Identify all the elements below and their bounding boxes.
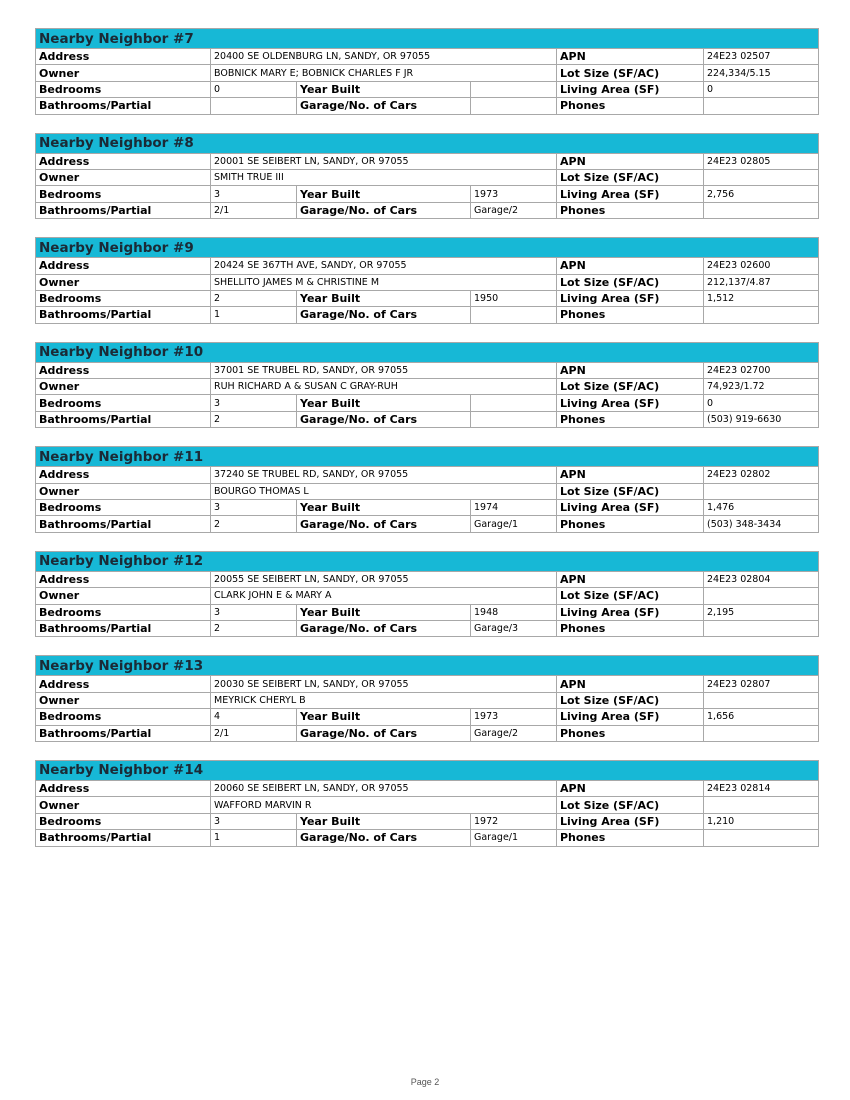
neighbor-block — [35, 237, 818, 324]
owner-value: MEYRICK CHERYL B — [211, 692, 557, 708]
garage-value — [471, 98, 557, 114]
living-area-label: Living Area (SF) — [557, 604, 704, 620]
phones-value — [704, 620, 819, 636]
lot-size-label: Lot Size (SF/AC) — [557, 588, 704, 604]
table-row — [36, 81, 819, 97]
year-built-label: Year Built — [297, 500, 471, 516]
year-built-label: Year Built — [297, 604, 471, 620]
garage-label: Garage/No. of Cars — [297, 411, 471, 427]
address-label: Address — [36, 467, 211, 483]
address-label: Address — [36, 258, 211, 274]
lot-size-value — [704, 588, 819, 604]
table-row — [36, 516, 819, 532]
neighbor-table — [35, 133, 819, 220]
apn-label: APN — [557, 467, 704, 483]
bathrooms-value — [211, 98, 297, 114]
table-row — [36, 362, 819, 378]
bedrooms-label: Bedrooms — [36, 500, 211, 516]
bathrooms-value: 2 — [211, 516, 297, 532]
page-number: Page 2 — [410, 1077, 440, 1087]
garage-label: Garage/No. of Cars — [297, 307, 471, 323]
phones-label: Phones — [557, 98, 704, 114]
bedrooms-label: Bedrooms — [36, 604, 211, 620]
year-built-value: 1972 — [471, 813, 557, 829]
neighbor-block — [35, 28, 818, 115]
apn-label: APN — [557, 676, 704, 692]
table-row — [36, 620, 819, 636]
living-area-value: 1,210 — [704, 813, 819, 829]
lot-size-value — [704, 692, 819, 708]
neighbor-title: Nearby Neighbor #13 — [36, 656, 819, 676]
living-area-label: Living Area (SF) — [557, 186, 704, 202]
apn-value: 24E23 02807 — [704, 676, 819, 692]
year-built-value: 1974 — [471, 500, 557, 516]
bedrooms-label: Bedrooms — [36, 709, 211, 725]
living-area-value: 1,476 — [704, 500, 819, 516]
table-row — [36, 604, 819, 620]
bathrooms-label: Bathrooms/Partial — [36, 307, 211, 323]
apn-value: 24E23 02600 — [704, 258, 819, 274]
garage-label: Garage/No. of Cars — [297, 620, 471, 636]
lot-size-value — [704, 169, 819, 185]
bedrooms-value: 2 — [211, 290, 297, 306]
table-row — [36, 830, 819, 846]
table-row — [36, 725, 819, 741]
neighbor-block — [35, 133, 818, 220]
address-value: 20055 SE SEIBERT LN, SANDY, OR 97055 — [211, 571, 557, 587]
address-value: 20030 SE SEIBERT LN, SANDY, OR 97055 — [211, 676, 557, 692]
phones-value: (503) 919-6630 — [704, 411, 819, 427]
living-area-label: Living Area (SF) — [557, 709, 704, 725]
table-row — [36, 780, 819, 796]
bedrooms-label: Bedrooms — [36, 290, 211, 306]
garage-label: Garage/No. of Cars — [297, 830, 471, 846]
table-row — [36, 98, 819, 114]
address-value: 20400 SE OLDENBURG LN, SANDY, OR 97055 — [211, 49, 557, 65]
neighbor-table — [35, 760, 819, 847]
owner-value: SMITH TRUE III — [211, 169, 557, 185]
neighbor-title: Nearby Neighbor #8 — [36, 133, 819, 153]
table-row — [36, 290, 819, 306]
owner-label: Owner — [36, 65, 211, 81]
table-row — [36, 307, 819, 323]
neighbor-title: Nearby Neighbor #14 — [36, 760, 819, 780]
owner-value: BOURGO THOMAS L — [211, 483, 557, 499]
phones-label: Phones — [557, 411, 704, 427]
bedrooms-value: 0 — [211, 81, 297, 97]
neighbor-table — [35, 446, 819, 533]
bathrooms-label: Bathrooms/Partial — [36, 725, 211, 741]
table-row — [36, 49, 819, 65]
garage-label: Garage/No. of Cars — [297, 516, 471, 532]
lot-size-value — [704, 483, 819, 499]
address-value: 37240 SE TRUBEL RD, SANDY, OR 97055 — [211, 467, 557, 483]
neighbor-title: Nearby Neighbor #11 — [36, 447, 819, 467]
neighbor-block — [35, 551, 818, 638]
living-area-label: Living Area (SF) — [557, 290, 704, 306]
table-row — [36, 202, 819, 218]
neighbor-table — [35, 655, 819, 742]
apn-value: 24E23 02507 — [704, 49, 819, 65]
year-built-value: 1948 — [471, 604, 557, 620]
address-value: 20001 SE SEIBERT LN, SANDY, OR 97055 — [211, 153, 557, 169]
living-area-value: 1,512 — [704, 290, 819, 306]
bedrooms-value: 3 — [211, 186, 297, 202]
neighbor-title: Nearby Neighbor #9 — [36, 238, 819, 258]
bathrooms-label: Bathrooms/Partial — [36, 411, 211, 427]
phones-value — [704, 725, 819, 741]
table-row — [36, 379, 819, 395]
table-row — [36, 153, 819, 169]
bathrooms-value: 2/1 — [211, 725, 297, 741]
garage-value — [471, 307, 557, 323]
address-value: 20424 SE 367TH AVE, SANDY, OR 97055 — [211, 258, 557, 274]
bathrooms-label: Bathrooms/Partial — [36, 830, 211, 846]
table-row — [36, 395, 819, 411]
neighbor-block — [35, 655, 818, 742]
phones-label: Phones — [557, 307, 704, 323]
address-value: 20060 SE SEIBERT LN, SANDY, OR 97055 — [211, 780, 557, 796]
lot-size-label: Lot Size (SF/AC) — [557, 797, 704, 813]
phones-value — [704, 202, 819, 218]
owner-value: CLARK JOHN E & MARY A — [211, 588, 557, 604]
garage-value: Garage/3 — [471, 620, 557, 636]
apn-label: APN — [557, 571, 704, 587]
apn-label: APN — [557, 258, 704, 274]
bathrooms-value: 1 — [211, 307, 297, 323]
lot-size-label: Lot Size (SF/AC) — [557, 65, 704, 81]
owner-value: RUH RICHARD A & SUSAN C GRAY-RUH — [211, 379, 557, 395]
neighbor-table — [35, 551, 819, 638]
table-row — [36, 797, 819, 813]
year-built-value — [471, 395, 557, 411]
phones-value: (503) 348-3434 — [704, 516, 819, 532]
apn-value: 24E23 02700 — [704, 362, 819, 378]
lot-size-label: Lot Size (SF/AC) — [557, 169, 704, 185]
year-built-label: Year Built — [297, 395, 471, 411]
phones-label: Phones — [557, 725, 704, 741]
table-row — [36, 169, 819, 185]
garage-value — [471, 411, 557, 427]
bathrooms-label: Bathrooms/Partial — [36, 98, 211, 114]
year-built-value — [471, 81, 557, 97]
owner-label: Owner — [36, 379, 211, 395]
living-area-label: Living Area (SF) — [557, 813, 704, 829]
bedrooms-label: Bedrooms — [36, 395, 211, 411]
year-built-label: Year Built — [297, 290, 471, 306]
lot-size-label: Lot Size (SF/AC) — [557, 274, 704, 290]
lot-size-label: Lot Size (SF/AC) — [557, 379, 704, 395]
neighbor-table — [35, 342, 819, 429]
year-built-label: Year Built — [297, 813, 471, 829]
year-built-label: Year Built — [297, 186, 471, 202]
garage-value: Garage/2 — [471, 202, 557, 218]
table-row — [36, 65, 819, 81]
year-built-value: 1950 — [471, 290, 557, 306]
table-row — [36, 813, 819, 829]
owner-label: Owner — [36, 588, 211, 604]
owner-value: WAFFORD MARVIN R — [211, 797, 557, 813]
lot-size-value: 74,923/1.72 — [704, 379, 819, 395]
bedrooms-value: 3 — [211, 604, 297, 620]
garage-value: Garage/1 — [471, 830, 557, 846]
lot-size-value — [704, 797, 819, 813]
owner-label: Owner — [36, 692, 211, 708]
address-value: 37001 SE TRUBEL RD, SANDY, OR 97055 — [211, 362, 557, 378]
neighbor-title: Nearby Neighbor #10 — [36, 342, 819, 362]
bathrooms-label: Bathrooms/Partial — [36, 620, 211, 636]
bedrooms-label: Bedrooms — [36, 186, 211, 202]
bedrooms-label: Bedrooms — [36, 81, 211, 97]
year-built-label: Year Built — [297, 709, 471, 725]
bedrooms-label: Bedrooms — [36, 813, 211, 829]
address-label: Address — [36, 780, 211, 796]
living-area-value: 2,756 — [704, 186, 819, 202]
owner-label: Owner — [36, 274, 211, 290]
apn-value: 24E23 02814 — [704, 780, 819, 796]
address-label: Address — [36, 153, 211, 169]
year-built-value: 1973 — [471, 186, 557, 202]
bathrooms-value: 2/1 — [211, 202, 297, 218]
table-row — [36, 411, 819, 427]
table-row — [36, 676, 819, 692]
garage-value: Garage/2 — [471, 725, 557, 741]
address-label: Address — [36, 49, 211, 65]
garage-value: Garage/1 — [471, 516, 557, 532]
neighbor-block — [35, 446, 818, 533]
address-label: Address — [36, 571, 211, 587]
living-area-value: 2,195 — [704, 604, 819, 620]
neighbor-block — [35, 342, 818, 429]
garage-label: Garage/No. of Cars — [297, 98, 471, 114]
lot-size-value: 212,137/4.87 — [704, 274, 819, 290]
living-area-label: Living Area (SF) — [557, 81, 704, 97]
bedrooms-value: 4 — [211, 709, 297, 725]
table-row — [36, 709, 819, 725]
table-row — [36, 588, 819, 604]
phones-value — [704, 307, 819, 323]
year-built-label: Year Built — [297, 81, 471, 97]
owner-label: Owner — [36, 483, 211, 499]
table-row — [36, 483, 819, 499]
apn-label: APN — [557, 153, 704, 169]
neighbor-title: Nearby Neighbor #7 — [36, 29, 819, 49]
owner-label: Owner — [36, 797, 211, 813]
apn-label: APN — [557, 362, 704, 378]
living-area-value: 1,656 — [704, 709, 819, 725]
apn-value: 24E23 02805 — [704, 153, 819, 169]
apn-label: APN — [557, 780, 704, 796]
address-label: Address — [36, 362, 211, 378]
lot-size-label: Lot Size (SF/AC) — [557, 483, 704, 499]
living-area-value: 0 — [704, 81, 819, 97]
phones-label: Phones — [557, 202, 704, 218]
owner-label: Owner — [36, 169, 211, 185]
bathrooms-value: 2 — [211, 411, 297, 427]
garage-label: Garage/No. of Cars — [297, 202, 471, 218]
lot-size-value: 224,334/5.15 — [704, 65, 819, 81]
living-area-label: Living Area (SF) — [557, 395, 704, 411]
neighbor-table — [35, 237, 819, 324]
neighbor-title: Nearby Neighbor #12 — [36, 551, 819, 571]
living-area-value: 0 — [704, 395, 819, 411]
bedrooms-value: 3 — [211, 813, 297, 829]
lot-size-label: Lot Size (SF/AC) — [557, 692, 704, 708]
table-row — [36, 467, 819, 483]
table-row — [36, 258, 819, 274]
neighbor-block — [35, 760, 818, 847]
table-row — [36, 692, 819, 708]
table-row — [36, 274, 819, 290]
year-built-value: 1973 — [471, 709, 557, 725]
bathrooms-value: 2 — [211, 620, 297, 636]
table-row — [36, 186, 819, 202]
bathrooms-label: Bathrooms/Partial — [36, 202, 211, 218]
bedrooms-value: 3 — [211, 500, 297, 516]
garage-label: Garage/No. of Cars — [297, 725, 471, 741]
phones-value — [704, 830, 819, 846]
bathrooms-value: 1 — [211, 830, 297, 846]
bedrooms-value: 3 — [211, 395, 297, 411]
address-label: Address — [36, 676, 211, 692]
neighbor-table — [35, 28, 819, 115]
table-row — [36, 500, 819, 516]
phones-label: Phones — [557, 620, 704, 636]
owner-value: SHELLITO JAMES M & CHRISTINE M — [211, 274, 557, 290]
phones-label: Phones — [557, 516, 704, 532]
apn-value: 24E23 02804 — [704, 571, 819, 587]
apn-label: APN — [557, 49, 704, 65]
apn-value: 24E23 02802 — [704, 467, 819, 483]
phones-label: Phones — [557, 830, 704, 846]
bathrooms-label: Bathrooms/Partial — [36, 516, 211, 532]
owner-value: BOBNICK MARY E; BOBNICK CHARLES F JR — [211, 65, 557, 81]
living-area-label: Living Area (SF) — [557, 500, 704, 516]
table-row — [36, 571, 819, 587]
phones-value — [704, 98, 819, 114]
neighbor-list — [35, 28, 818, 865]
